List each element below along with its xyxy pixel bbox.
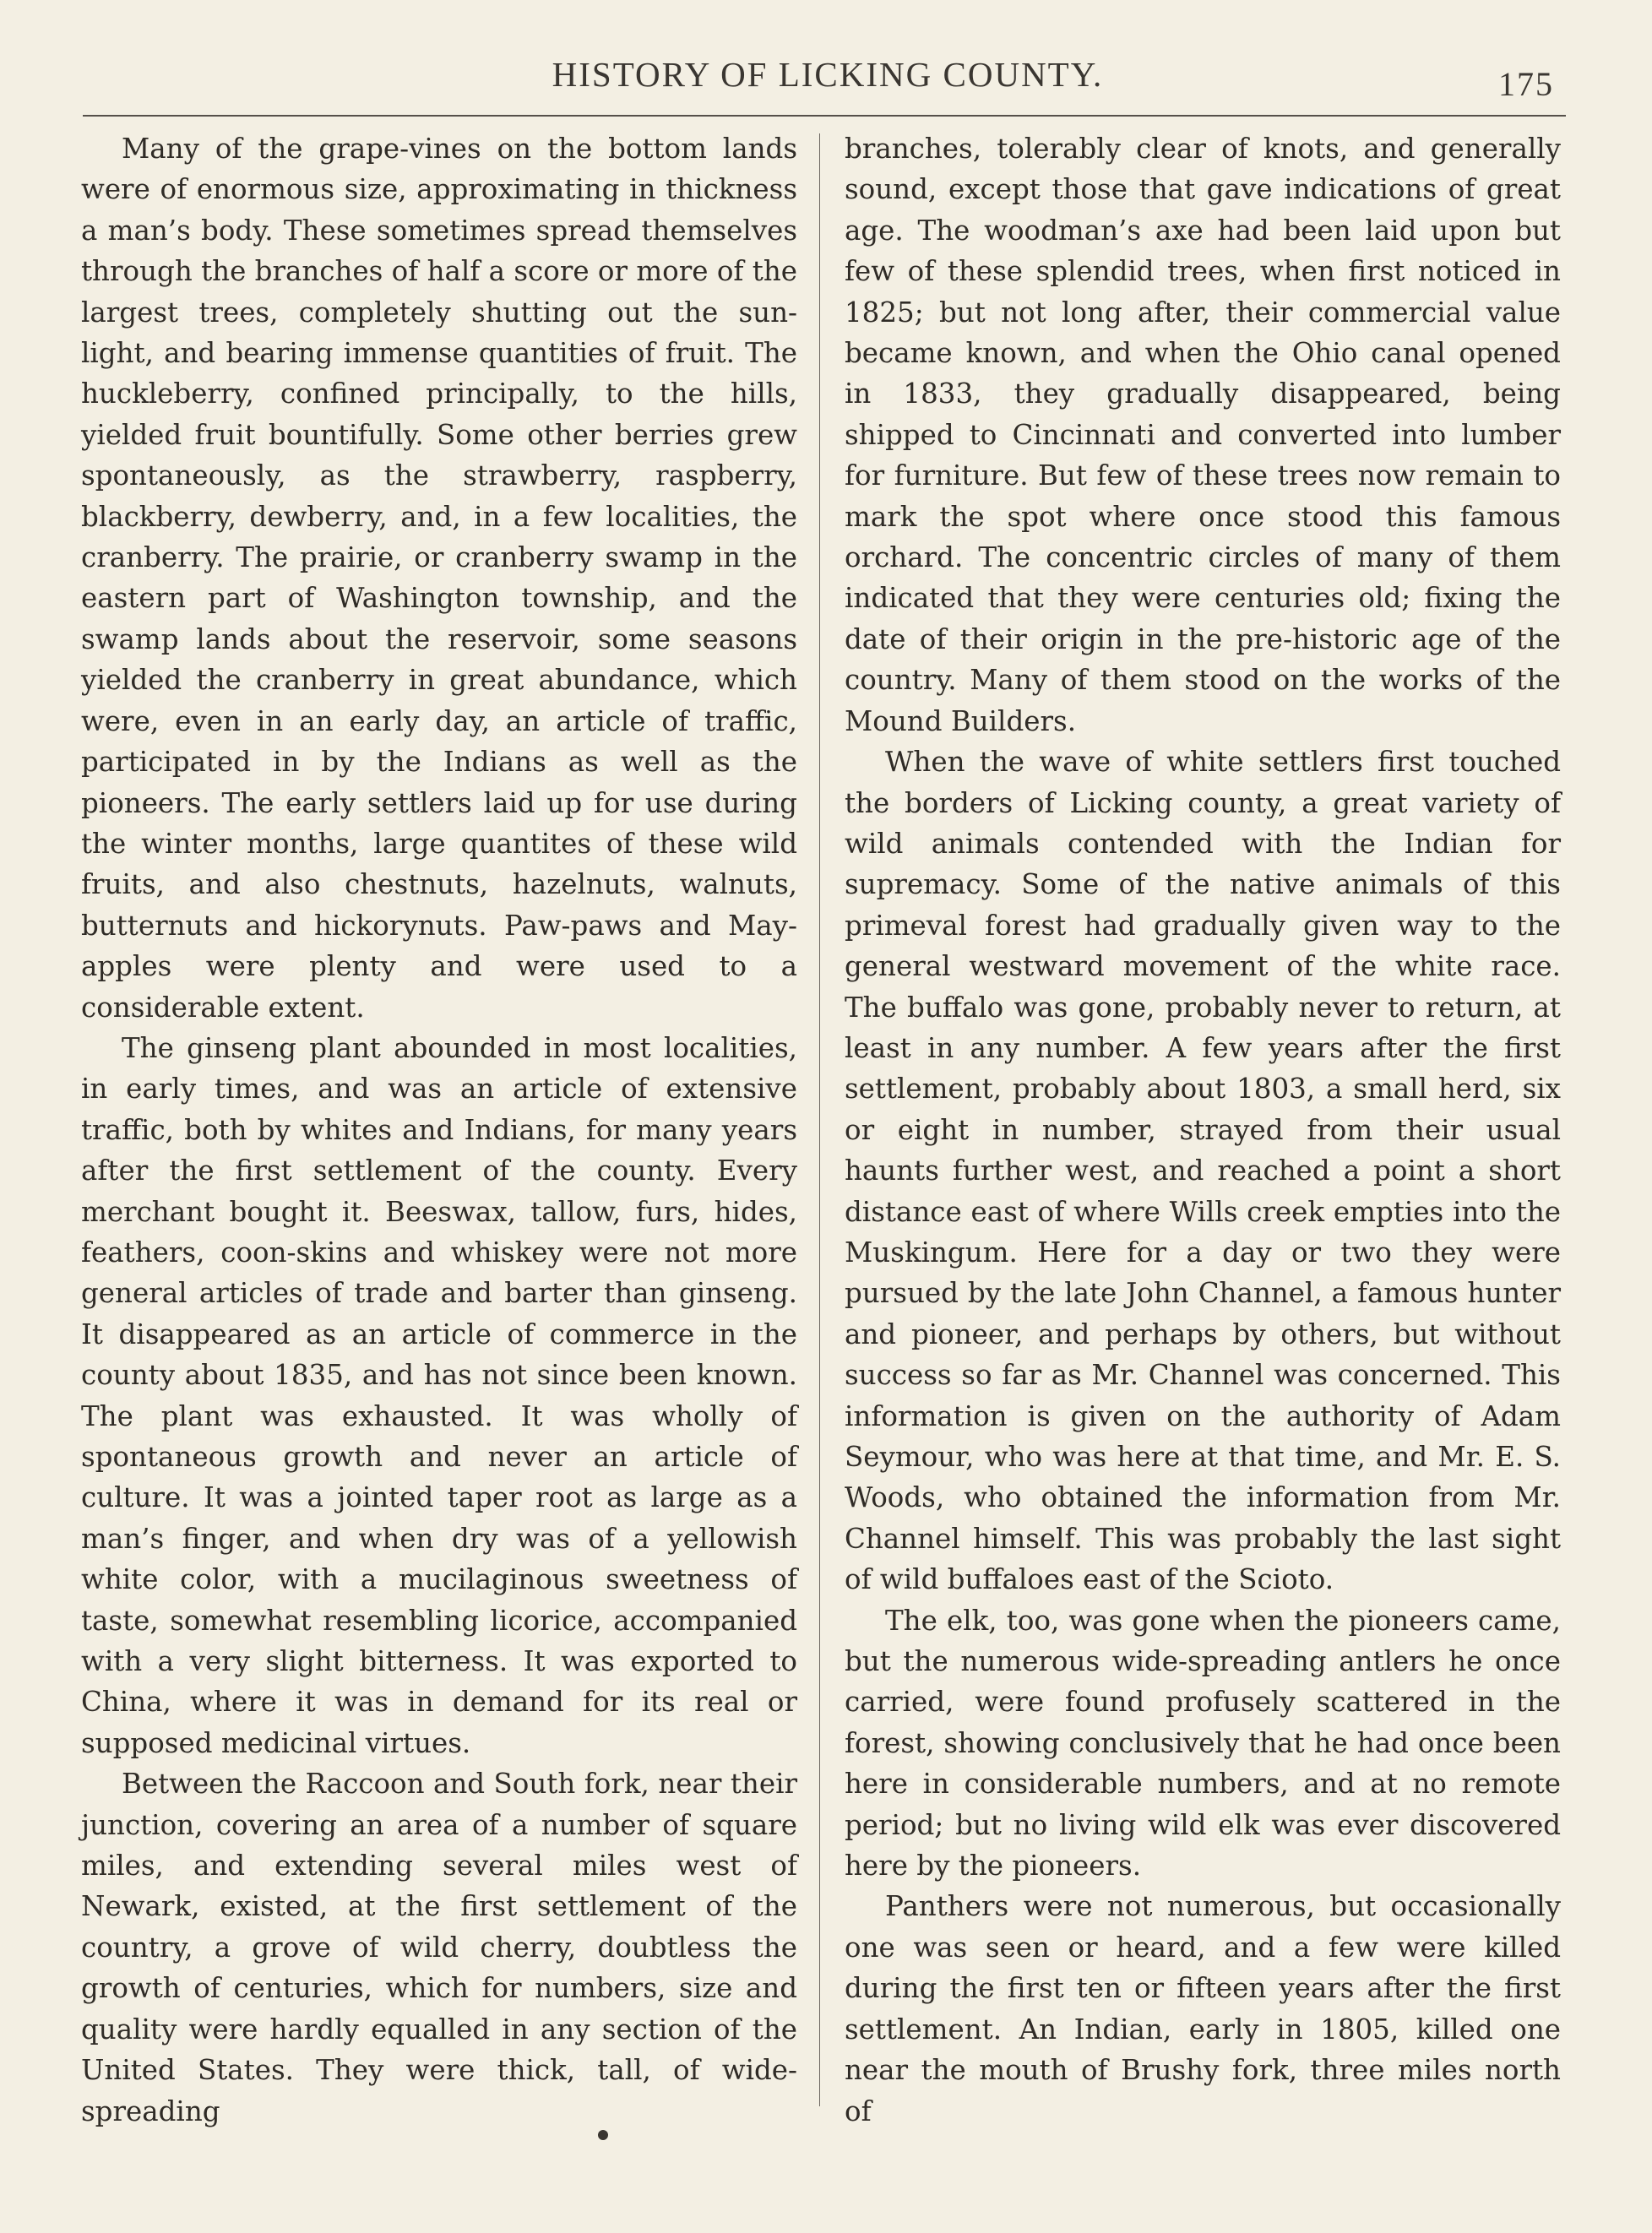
- page-number: 175: [1498, 65, 1554, 103]
- paragraph-panthers: Panthers were not numerous, but occasionally one was seen or heard, and a few were killed during the first ten or fifteen years after the first settlement. An Indian, early in 1805, killed one near the mouth of Brushy fork, three miles north of: [845, 1890, 1561, 2127]
- paragraph-grape-vines: Many of the grape-vines on the bottom lands were of enormous size, approximating in thickness a man’s body. These sometimes spread themselves through the branches of half a score or more of the largest trees, completely shutting out the sun-light, and bearing immense quantities of fruit. The huckleberry, confined principally, to the hills, yielded fruit bountifully. Some other berries grew spontaneously, as the strawberry, raspberry, blackberry, dewberry, and, in a few localities, the cranberry. The prairie, or cranberry swamp in the eastern part of Washington township, and the swamp lands about the reservoir, some seasons yielded the cranberry in great abundance, which were, even in an early day, an article of traffic, participated in by the Indians as well as the pioneers. The early settlers laid up for use during the winter months, large quantites of these wild fruits, and also chestnuts, hazelnuts, walnuts, butternuts and hickorynuts. Paw-paws and May-apples were plenty and were used to a considerable extent.: [81, 133, 797, 1024]
- paragraph-cherry-continued: branches, tolerably clear of knots, and generally sound, except those that gave indications of great age. The woodman’s axe had been laid upon but few of these splendid trees, when first noticed in 1825; but not long after, their commercial value became known, and when the Ohio canal opened in 1833, they gradually disappeared, being shipped to Cincinnati and converted into lumber for furniture. But few of these trees now remain to mark the spot where once stood this famous orchard. The concentric circles of many of them indicated that they were centuries old; fixing the date of their origin in the pre-historic age of the country. Many of them stood on the works of the Mound Builders.: [845, 133, 1561, 737]
- left-column: [81, 128, 797, 2132]
- right-column: [845, 128, 1561, 2132]
- signature-mark: [598, 2130, 608, 2140]
- paragraph-wild-cherry: Between the Raccoon and South fork, near their junction, covering an area of a number of square miles, and extending several miles west of Newark, existed, at the first settlement of the country, a grove of wild cherry, doubtless the growth of centuries, which for numbers, size and quality were hardly equalled in any section of the United States. They were thick, tall, of wide-spreading: [81, 1768, 797, 2127]
- running-head-title: HISTORY OF LICKING COUNTY.: [552, 55, 1104, 94]
- paragraph-ginseng: The ginseng plant abounded in most localities, in early times, and was an article of extensive traffic, both by whites and Indians, for many years after the first settlement of the county. Every merchant bought it. Beeswax, tallow, furs, hides, feathers, coon-skins and whiskey were not more general articles of trade and barter than ginseng. It disappeared as an article of commerce in the county about 1835, and has not since been known. The plant was exhausted. It was wholly of spontaneous growth and never an article of culture. It was a jointed taper root as large as a man’s finger, and when dry was of a yellowish white color, with a mucilaginous sweetness of taste, somewhat resembling licorice, accompanied with a very slight bitterness. It was exported to China, where it was in demand for its real or supposed medicinal virtues.: [81, 1031, 797, 1759]
- paragraph-elk: The elk, too, was gone when the pioneers came, but the numerous wide-spreading antlers he once carried, were found profusely scattered in the forest, showing conclusively that he had once been here in considerable numbers, and at no remote period; but no living wild elk was ever discovered here by the pioneers.: [845, 1604, 1561, 1883]
- column-divider: [819, 133, 820, 2106]
- paragraph-wild-animals: When the wave of white settlers first touched the borders of Licking county, a great variety of wild animals contended with the Indian for supremacy. Some of the native animals of this primeval forest had gradually given way to the general westward movement of the white race. The buffalo was gone, probably never to return, at least in any number. A few years after the first settlement, probably about 1803, a small herd, six or eight in number, strayed from their usual haunts further west, and reached a point a short distance east of where Wills creek empties into the Muskingum. Here for a day or two they were pursued by the late John Channel, a famous hunter and pioneer, and perhaps by others, but without success so far as Mr. Channel was concerned. This information is given on the authority of Adam Seymour, who was here at that time, and Mr. E. S. Woods, who obtained the information from Mr. Channel himself. This was probably the last sight of wild buffaloes east of the Scioto.: [845, 746, 1561, 1596]
- header-rule: [83, 115, 1566, 117]
